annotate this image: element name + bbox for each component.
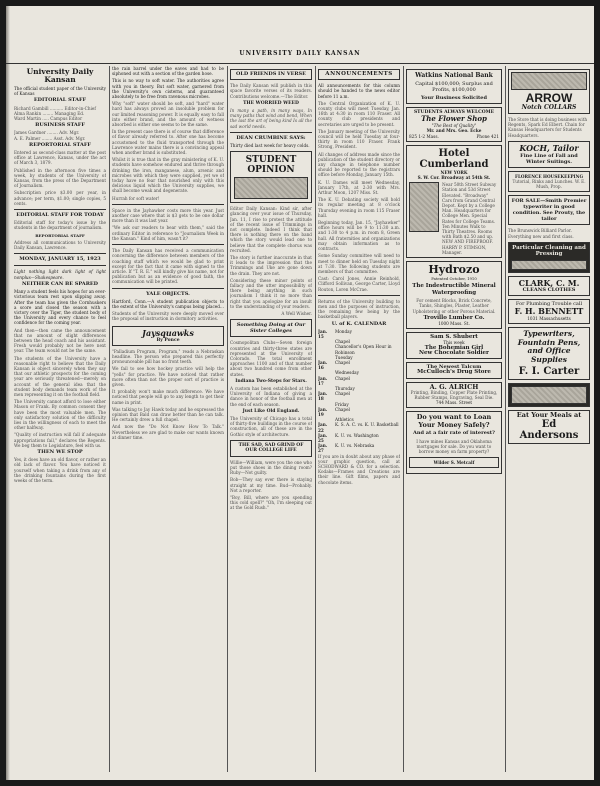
flower-owner: Mr. and Mrs. Geo. Ecke: [426, 128, 482, 134]
calendar-list: [318, 329, 400, 454]
filler-text: The Central Organization of K. U. county clubs will meet Tuesday, Jan. 16th at 4:30 in room 110 Fraser. All county club presidents and secretaries are urged to be present.: [318, 100, 400, 127]
calendar-event: Thursday: [335, 385, 355, 391]
trovillo-name: Trovillo Lumber Co.: [423, 314, 485, 321]
filler-text: Space in the Jayhawker costs more this year. Just another case where that is $3 gets to be one dollar more than it was last year.: [112, 207, 224, 224]
calendar-date: Jan. 15: [318, 328, 328, 339]
filler-text: And now the "Do Not Know How To Talk." Nevertheless we are glad to make our wants known at dinner time.: [112, 424, 224, 440]
jaysquawks-byline: By Ponce: [156, 337, 180, 343]
filler-text: Considering these minor points of fallacy and the utter impossibility of there being anything in such journalism I think it no more than right that you apologize for an insult to the understanding of your readers.: [230, 277, 312, 309]
sad-grind-head: THE SAD, SAD GRIND OF OUR COLLEGE LIFE: [238, 442, 304, 454]
filler-text: Beginning today, Jan. 15, "Jayhawker" office hours will be 9 to 11:30 a.m. and 1:30 to 4 p.m. in room 8, Green hall. All fraternities and organizations may obtain information as to contracts.: [318, 220, 400, 252]
old-friends-box: [230, 69, 312, 80]
filler-text: Whilst it is true that in the gray ministering of K. U. students have somehow endured and thrive through drinking the iron, manganese, alum, arsenic and microbes with which they were supplied, yet we of today have no fear that nourished only with this delicious liquid which the University supplies, we shall become weak and degenerate.: [112, 157, 224, 194]
filler-text: Entered as second-class matter at the post office at Lawrence, Kansas, under the act of March 3, 1879.: [14, 150, 106, 166]
filler-text: The University of Chicago has a total of thirty-five buildings in the course of construction, all of these are in the Gothic style of architecture.: [230, 415, 312, 437]
column-4: [318, 66, 400, 772]
calendar-row: [318, 360, 400, 370]
paper-subtitle: The official student paper of the University of Kansas: [14, 86, 106, 97]
filler-text: "Palladium Program, Program," reads a Nebraskan headline. The person who prepared this perfectly pronounceable pill has no front teeth.: [112, 348, 224, 365]
koch-sub: Fine Line of Fall and Winter Suitings.: [520, 152, 578, 165]
filler-text: Cosmopolitan Clubs—Seven foreign countries and thirty-three states are represented at the University of Colorado. The total enrollment approaches 1100 and of that number about two hundred come from other states.: [230, 340, 312, 377]
dean-text: Thirty died last week for heavy colds.: [230, 143, 310, 149]
filler-text: Returns of the University building to men and the purposes of instruction, the remaining few being by the basketball players.: [318, 298, 400, 320]
alrich-address: 744 Mass. Street: [435, 400, 473, 406]
shubert-week: This week: [443, 340, 465, 346]
filler-text: Students of the University were deeply moved over the proposal of instruction in dormitory activities.: [112, 311, 224, 322]
calendar-row: [318, 422, 400, 432]
calendar-row: [318, 443, 400, 453]
eat-meals: Eat Your Meals at: [516, 411, 582, 420]
arrow-ad: [508, 69, 590, 114]
filler-text: "Quality of instruction will fall if adequate appropriations fail," declares the Regents. We beg them to Legislature, feel with us.: [14, 432, 106, 448]
filler-text: The K. U. Debating society will hold its regular meeting at 8 o'clock Thursday evening in room 115 Fraser hall.: [318, 197, 400, 218]
student-opinion-title: STUDENT OPINION: [245, 155, 297, 176]
filler-text: Cast: Carol Jones, Annie Reinhold, Clifford Sollivan, George Carter, Lloyd Routon, Loren McCrae.: [318, 276, 400, 292]
trovillo-address: 1000 Mass. St.: [438, 321, 470, 327]
calendar-event: Chancellor's Open Hour in Robinson: [335, 344, 392, 355]
neither-head: NEITHER CAN BE SPARED: [21, 280, 98, 287]
page-edge: [6, 6, 10, 780]
filler-text: The Brunswick Billiard Parlor. Everything new and first class.: [508, 228, 574, 239]
editorial-staff-head: EDITORIAL STAFF: [33, 97, 87, 104]
bohemian-girl: The Bohemian Girl: [424, 344, 484, 351]
jaysquawks-box: [112, 326, 224, 346]
announcements-head: ANNOUNCEMENTS: [325, 71, 393, 77]
watkins-name: Watkins National Bank: [415, 72, 493, 79]
watkins-ad: [406, 69, 502, 104]
yale-head: YALE OBJECTS.: [146, 290, 190, 297]
filler-text: It probably won't make much difference. We have noticed that people will go to any length to get their name in print.: [112, 389, 224, 405]
filler-text: I have mines Kansas and Oklahoma mortgages for sale. Do you want to borrow money on farm property?: [416, 438, 492, 454]
clark-ad: [508, 276, 590, 296]
filler-text: A custom has been established at the University of Indiana of giving a dance in honor of the football men at the end of each season.: [230, 385, 312, 407]
talcum-ad: [406, 362, 502, 378]
filler-text: Near 50th Street Subway Station and 53d Street Elevated. "Broadway" Cars from Grand Central Depot. Kept by a College Man. Headquarters for College Men. Special Rates for College Teams. Ten Minutes Walk to Thirty Theatres. Rooms with Bath $2.50 and up. NEW AND FIREPROOF. HARRY P. STIMSON, Manager.: [442, 182, 497, 255]
calendar-date: Jan. 17: [318, 375, 328, 386]
filler-text: Why "soft" water should be soft, and "hard" water hard has always proved an insoluble problem for our limited reasoning power. It is equally easy to fall into either brand, and the amount of wetness absorbed is either one seems to be the same.: [112, 101, 224, 128]
calendar-event: Chapel: [335, 406, 350, 412]
filler-text: The University cannot afford to lose either Mason or Frank. By common consent they have been the most valuable men. The only satisfactory solution of the difficulty lies in the willingness of each to meet the other halfway.: [14, 399, 106, 431]
plumbing-call: For Plumbing Trouble call: [515, 301, 583, 308]
filler-text: Subscription price $3.00 per year, in advance; per term, $1.00; single copies, 5 cents.: [14, 190, 106, 206]
yale-text: Hartford, Conn.—A student publication objects to the extent of the University's campus being placed...: [112, 298, 224, 309]
filler-text: Published in the afternoon five times a week, by students of the University of Kansas, from the press of the Department of Journalism.: [14, 167, 106, 189]
filler-text: If you are in doubt about any phase of your graphic question, call at SCHODWARD & CO. for a selection. Kodaks—Frames and Creations are their line. Gift films, papers and chocolate items.: [318, 453, 400, 485]
filler-text: Some Sunday committee will need to meet to dinner held on Tuesday night at 7:30. The following students are members of that committee.: [318, 253, 400, 274]
masthead: UNIVERSITY DAILY KANSAN: [6, 50, 594, 64]
calendar-event: Wednesday: [335, 370, 359, 376]
calendar-date: Jan. 22: [318, 422, 328, 433]
filler-text: We fail to see how hockey practice will help the "yells" for practice. We have noticed that rather more often than not the proper sort of practice is given.: [112, 366, 224, 387]
carter-ad: [508, 327, 590, 380]
calendar-date: Jan. 19: [318, 406, 328, 417]
filler-text: The Store that is doing business with Regents, Spark Ed Elbert. Chain for Kansas Headquarters for Students Headquarters.: [508, 117, 588, 138]
typewriter-sale: FOR SALE—Smith Premier typewriter in good condition. See Prouty, the tailor: [511, 198, 587, 223]
calendar-event: K. U. vs. Nebraska: [335, 443, 375, 449]
soft-water-text: This is no way to soft water. The authorities agree with you in theory. But soft water, garnered from the University's own cisterns, and guaranteed absolutely to be free from ravenous microbes.: [112, 78, 224, 100]
plumbing-ad: [508, 299, 590, 324]
carter-name: F. I. Carter: [518, 366, 580, 378]
reportorial-staff-head: REPORTORIAL STAFF: [29, 141, 91, 148]
sister-colleges-box: [230, 319, 312, 337]
announcements-box: [318, 69, 400, 80]
typewriters-head: Typewriters, Fountain Pens, and Office Supplies: [517, 329, 581, 364]
filler-text: The January meeting of the University council will be held Tuesday at four-thirty in room 110 Fraser. Frank Strong, President.: [318, 128, 400, 150]
students-welcome: STUDENTS ALWAYS WELCOME: [413, 110, 495, 115]
calendar-event: K. S. A. C. vs. K. U. Basketball: [335, 422, 399, 428]
old-friends-head: OLD FRIENDS IN VERSE: [236, 71, 306, 77]
column-3: [230, 66, 312, 772]
calendar-date: Jan. 18: [318, 391, 328, 402]
cumberland-city: NEW YORK: [440, 169, 468, 175]
reportorial-head-2: REPORTORIAL STAFF: [35, 232, 85, 238]
filler-text: Richard Gambill .......... Editor-in-Chief Alma Rankin ........ Managing Ed. Ward Martin ..... Campus Editor: [14, 105, 96, 122]
filler-text: Address all communications to University Daily Kansan, Lawrence.: [14, 239, 106, 251]
filler-text: The students of the University have a reasonable right to believe that the Daily Kansan is object sincerely when they say that our athletic prospects for the coming year are seriously threatened—merely on account of the general idea that the student body demands team work of the men representing it on the football field.: [14, 355, 106, 397]
anderson-ad: [508, 410, 590, 443]
date-line: MONDAY, JANUARY 15, 1923: [19, 256, 101, 263]
calendar-row: [318, 433, 400, 443]
alrich-ad: [406, 382, 502, 409]
filler-text: Willie—William, were you the one who put those shoes in the dining room? Ruby—Not guilty.: [230, 459, 312, 476]
filler-text: The Daily Kansan has received a communication concerning the difference between members of the coaching staff which we would be glad to print except for the fact that it came with signed to the article. If "T. R. E." will kindly give his name, not for publication but as an evidence of good faith, the communication will be printed.: [112, 248, 224, 285]
calendar-head: U. of K. CALENDAR: [331, 320, 387, 327]
shubert-name: Sam S. Shubert: [430, 334, 478, 341]
calendar-row: [318, 376, 400, 386]
business-college-logo: [511, 386, 587, 404]
hydrozo-patent: Patented October, 1910: [431, 276, 477, 282]
calendar-row: [318, 329, 400, 339]
jaysquawks-title: Jaysquawks: [142, 327, 194, 338]
filler-text: "Boy, Bill, where are you spending this cold spell?" "Oh, I'm sleeping out at the Gold Rush.": [230, 494, 312, 511]
column-5: [406, 66, 502, 772]
arrow-brand: ARROW: [525, 91, 573, 105]
filler-text: The story is further inaccurate in that it leads to the impression that the Trimmings and Uke are gone down the drain. They are not.: [230, 255, 312, 276]
calendar-row: [318, 407, 400, 417]
calendar-date: Jan. 27: [318, 443, 328, 454]
calendar-event: K. U. vs. Washington: [335, 432, 379, 438]
typewriter-ad: [508, 195, 590, 225]
arrow-collars: Notch COLLARS: [521, 104, 577, 111]
student-opinion-illustration: [234, 177, 308, 199]
neither-text: Many a student feels his hopes for an ever-victorious team rest upon slipping away. After the team has given the Cornhuskers a score and closed the season with a victory over the Tiger, the student body of the University and every chance to feel confidence for the coming year.: [14, 289, 106, 326]
dean-head: DEAN CRUMBINE SAYS:: [236, 134, 306, 141]
filler-text: In the present case there is of course that difference of flavor already referred to. After one has become accustomed to the fluid transported through the Lawrence water mains there is a convincing appeal when another brand is substituted.: [112, 129, 224, 156]
newest-talcum: The Newest Talcum: [426, 364, 482, 371]
watkins-capital: Capital $100,000; Surplus and Profits, $100,000: [415, 81, 493, 93]
filler-text: K. U. Dames will meet Wednesday, January 17th, at 2:30 with Mrs. Arthur Moon, 1207 Miss. St.: [318, 179, 400, 196]
filler-text: Hurrah for soft water!: [112, 195, 160, 201]
flower-address: 825 1-2 Mass.: [409, 133, 439, 139]
sad-grind-box: [230, 440, 312, 457]
filler-text: The Daily Kansan will publish in this space favorite verses of its readers. Contributions welcome.—The Editor.: [230, 83, 312, 99]
filler-text: Editor Daily Kansan: Kind sir, after glancing over your issue of Thursday, Jan. 11, I rise to protest the attitude of the recent issue of Trimmings in not complete. Indeed I think that there is nothing there on the band which the story would lead one to believe that the complete chorus was recruited.: [230, 206, 312, 253]
cumberland-address: S. W. Cor. Broadway at 54th St.: [417, 175, 491, 181]
flower-shop-ad: [406, 107, 502, 142]
filler-text: Printing, Binding, Copper Plate Printing, Rubber Stamps, Engraving, Seal Die.: [410, 389, 498, 400]
cumberland-name: Hotel Cumberland: [419, 147, 489, 170]
filler-text: Tutorial, Rinks and Lunches. W. E. Mush, Prop.: [512, 179, 586, 190]
particular-logo: [511, 260, 587, 270]
filler-text: A Well Wisher.: [281, 311, 312, 317]
yet-head: THEN WE STOP: [37, 448, 83, 455]
filler-text: Was talking to Jay Hawk today and he expressed the opinion that Bald can draw better than he can talk. He certainly drew a full chapel.: [112, 406, 224, 423]
particular-ad: [508, 242, 590, 273]
column-1: [14, 66, 106, 772]
bennett-name: F. H. BENNETT: [514, 306, 584, 317]
calendar-date: [318, 344, 332, 354]
business-college-ad: [508, 383, 590, 407]
something-doing-head: Something Doing at Our Sister Colleges: [236, 322, 306, 335]
hydrozo-name: Hydrozo: [428, 263, 480, 277]
koch-name: KOCH, Tailor: [519, 142, 579, 153]
announcements-text: All announcements for this column should be handed to the news editor before 11 a.m.: [318, 83, 400, 99]
flower-shop-name: The Flower Shop: [421, 114, 487, 124]
cumberland-ad: [406, 145, 502, 258]
business-staff-head: BUSINESS STAFF: [35, 122, 85, 129]
filler-text: And then—then came the announcement that no amount of slight differences between the head coach and his assistant. Fresh would probably not be here next year. The team would not be the same.: [14, 327, 106, 354]
indiana-head: Indiana Two-Steps for Stars.: [235, 378, 307, 384]
metcalf-name: Wilder S. Metcalf: [409, 457, 499, 468]
anderson-name: Ed Andersons: [519, 418, 579, 441]
filler-text: Editorial staff for today's issue by the students in the department of journalism.: [14, 220, 106, 231]
filler-text: All changes of address made since the publication of the student directory or any change in telephone number should be reported to the registrars office before Monday, January 15th.: [318, 151, 400, 178]
calendar-date: Jan. 16: [318, 359, 328, 371]
koch-ad: [508, 141, 590, 168]
editorial-today-head: EDITORIAL STAFF FOR TODAY: [16, 212, 104, 219]
collar-illustration: [511, 72, 587, 90]
filler-text: "We ask our readers to bear with them," said the ordinary Editor in reference to "Journalism Week in the Kansan." Kind of him, wasn't it?: [112, 225, 224, 241]
student-opinion-box: [230, 151, 312, 203]
bennett-address: 1031 Massachusetts: [527, 316, 571, 322]
paper-title: University Daily Kansan: [26, 67, 94, 84]
flower-phone: Phone 421: [476, 133, 499, 139]
hydrozo-desc: The Indestructible Mineral Waterproofing: [412, 283, 496, 296]
calendar-event: Athletics: [335, 417, 354, 423]
mccullochs-name: McCulloch's Drug Store: [417, 369, 491, 376]
chocolate-soldier: New Chocolate Soldier: [419, 349, 489, 356]
money-head: Do you want to Loan Your Money Safely?: [416, 413, 492, 429]
shubert-ad: [406, 332, 502, 359]
calendar-event: Chapel: [335, 375, 350, 381]
flower-quality: "The Best of Quality": [431, 123, 477, 129]
filler-text: Bob—They say ever there is staying straight at my time. Bud—Probably. Not a reporter.: [230, 477, 312, 493]
florence-ad: [508, 171, 590, 193]
clark-name: CLARK, C. M.: [518, 277, 580, 288]
calendar-event: Tuesday: [335, 354, 353, 360]
watkins-business: Your Business Solicited: [421, 95, 487, 101]
column-2: [112, 66, 224, 772]
column-6: [508, 66, 590, 772]
money-sub: And at a fair rate of interest?: [413, 430, 495, 437]
calendar-row: [318, 344, 400, 354]
filler-text: For cement Blocks, Brick Concrete, Tanks, Shingles, Plaster, Leather Upholstering or other Porous Material.: [412, 298, 496, 314]
worried-head: THE WORRIED WEED: [243, 100, 299, 106]
hydrozo-ad: [406, 261, 502, 329]
alrich-name: A. G. ALRICH: [429, 382, 479, 391]
calendar-date: Jan. 25: [318, 432, 328, 443]
calendar-row: [318, 391, 400, 401]
particular-name: Particular Cleaning and Pressing: [512, 244, 586, 258]
newspaper-page: [6, 6, 594, 780]
calendar-event: Monday: [335, 328, 353, 334]
metcalf-ad: [406, 411, 502, 474]
old-england-head: Just Like Old England.: [242, 408, 300, 414]
calendar-event: Chapel: [335, 391, 350, 397]
hotel-image: [409, 182, 439, 232]
light-quote: Light nothing light dark light of light nonplus—Shakespeare.: [14, 269, 106, 280]
calendar-event: Friday: [335, 401, 349, 407]
calendar-event: Chapel: [335, 359, 350, 365]
rain-text: the rain barrel under the eaves and had to be siphoned out with a section of the garden hose.: [112, 66, 224, 77]
filler-text: James Gardner ........ Adv. Mgr. A. E. Palmer ........ Asst. Adv. Mgr.: [14, 130, 86, 141]
clark-sub: CLEANS CLOTHES: [522, 286, 576, 293]
filler-text: Yes, it does have an old flavor, or rather an old lack of flavor. You have noticed it yourself when taking a drink from any of the drinking fountains during the first weeks of the term.: [14, 457, 106, 483]
florence-name: FLORENCE HOUSEKEEPING: [514, 173, 584, 179]
calendar-event: Chapel: [335, 339, 350, 345]
filler-text: In many a path, in many ways, In many paths that wind and bend, When the last the art of being kind Is all the sad world needs.: [230, 108, 312, 129]
